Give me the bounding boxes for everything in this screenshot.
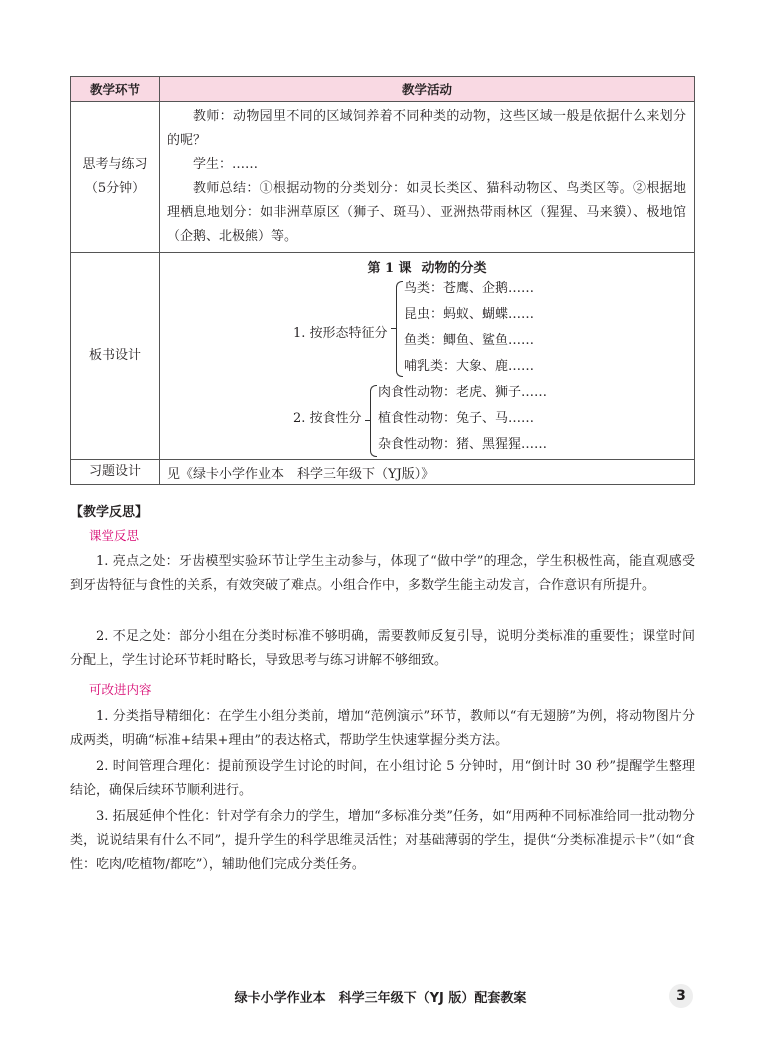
- practice-label-line2: （5分钟）: [84, 181, 146, 196]
- improve-heading: 可改进内容: [89, 682, 152, 697]
- teacher-summary: 教师总结：①根据动物的分类划分：如灵长类区、猫科动物区、鸟类区等。②根据地理栖息地划分：如非洲草原区（狮子、斑马）、亚洲热带雨林区（猩猩、马来貘）、极地馆（企鹅、北极熊）等。: [167, 181, 686, 244]
- homework-text: 见《绿卡小学作业本 科学三年级下（YJ版）》: [160, 460, 695, 485]
- group1-label: 1. 按形态特征分: [293, 326, 388, 341]
- board-design: [160, 253, 695, 460]
- table-header-row: [71, 77, 695, 102]
- board-lesson-number: 第 1 课: [367, 261, 412, 276]
- classroom-reflection-heading: 课堂反思: [89, 528, 140, 543]
- group1-brace-tip: [391, 328, 396, 329]
- group1-item: 昆虫：蚂蚁、蝴蝶……: [404, 307, 535, 322]
- lesson-plan-table: [70, 76, 695, 485]
- group2-brace-tip: [365, 420, 370, 421]
- board-lesson-name: 动物的分类: [421, 261, 487, 276]
- improve-paragraph: 3. 拓展延伸个性化：针对学有余力的学生，增加“多标准分类”任务，如“用两种不同标准给同一批动物分类，说说结果有什么不同”，提升学生的科学思维灵活性；对基础薄弱的学生，提供“分类标准提示卡”（如“食性：吃肉/吃植物/都吃”），辅助他们完成分类任务。: [70, 809, 695, 872]
- homework-label: 习题设计: [71, 460, 160, 485]
- homework-row: [71, 460, 695, 485]
- group1-item: 哺乳类：大象、鹿……: [404, 359, 535, 374]
- page-number: 3: [669, 984, 693, 1008]
- board-title: [160, 257, 694, 276]
- practice-activity: [160, 102, 695, 253]
- practice-row: [71, 102, 695, 253]
- group2-label: 2. 按食性分: [293, 411, 362, 426]
- group2-item: 肉食性动物：老虎、狮子……: [378, 385, 548, 400]
- improve-paragraph: 2. 时间管理合理化：提前预设学生讨论的时间，在小组讨论 5 分钟时，用“倒计时 30 秒”提醒学生整理结论，确保后续环节顺利进行。: [70, 759, 695, 798]
- teacher-question: 教师：动物园里不同的区域饲养着不同种类的动物，这些区域一般是依据什么来划分的呢？: [167, 109, 686, 148]
- student-answer: 学生：……: [193, 157, 259, 172]
- group2-item: 杂食性动物：猪、黑猩猩……: [378, 437, 548, 452]
- practice-label-line1: 思考与练习: [82, 157, 148, 172]
- classroom-paragraph: 1. 亮点之处：牙齿模型实验环节让学生主动参与，体现了“做中学”的理念，学生积极性高，能直观感受到牙齿特征与食性的关系，有效突破了难点。小组合作中，多数学生能主动发言，合作意识有所提升。: [70, 554, 695, 593]
- group2-brace: [370, 385, 377, 457]
- group1-item: 鱼类：鲫鱼、鲨鱼……: [404, 333, 535, 348]
- group1-brace: [396, 281, 403, 377]
- reflection-heading: 【教学反思】: [70, 505, 149, 520]
- group1-item: 鸟类：苍鹰、企鹅……: [404, 281, 535, 296]
- board-row: [71, 253, 695, 460]
- group2-item: 植食性动物：兔子、马……: [378, 411, 535, 426]
- improve-paragraph: 1. 分类指导精细化：在学生小组分类前，增加“范例演示”环节，教师以“有无翅膀”为例，将动物图片分成两类，明确“标准+结果+理由”的表达格式，帮助学生快速掌握分类方法。: [70, 709, 695, 748]
- header-activity: 教学活动: [160, 77, 695, 102]
- classroom-paragraph: 2. 不足之处：部分小组在分类时标准不够明确，需要教师反复引导，说明分类标准的重要性；课堂时间分配上，学生讨论环节耗时略长，导致思考与练习讲解不够细致。: [70, 629, 695, 668]
- header-section: 教学环节: [71, 77, 160, 102]
- footer-book-title: 绿卡小学作业本 科学三年级下（YJ 版）配套教案: [234, 991, 527, 1006]
- board-label: 板书设计: [71, 253, 160, 460]
- practice-label: [71, 102, 160, 253]
